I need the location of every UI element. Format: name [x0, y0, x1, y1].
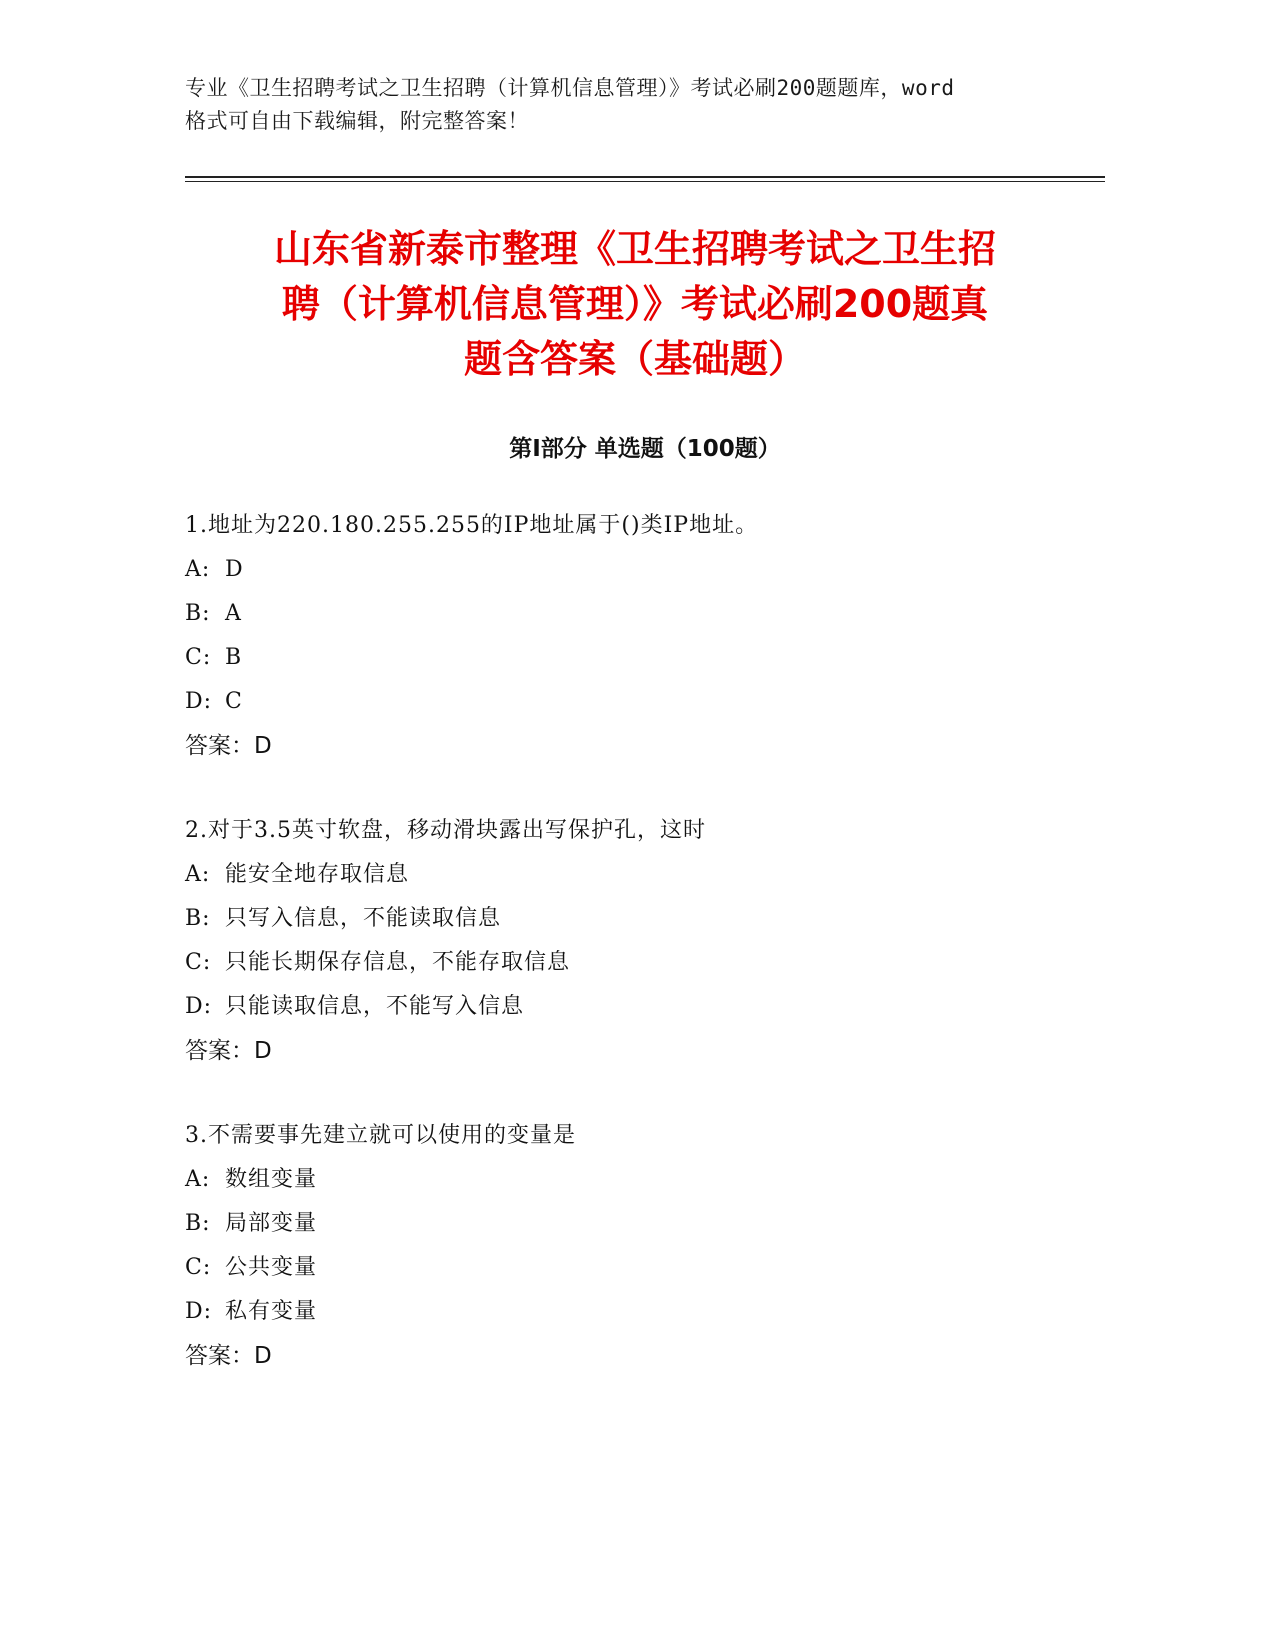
- option-b: [185, 1202, 1085, 1246]
- option-b: [185, 897, 1085, 941]
- option-text: 只能长期保存信息，不能存取信息: [225, 950, 571, 975]
- option-key: A:: [185, 1167, 211, 1192]
- option-key: B:: [185, 1211, 211, 1236]
- title-line-3: 题含答案（基础题）: [463, 337, 806, 381]
- option-key: D:: [185, 1299, 213, 1324]
- option-a: [185, 853, 1085, 897]
- option-key: B:: [185, 906, 211, 931]
- question-1: [185, 504, 1085, 768]
- intro-line-2: 格式可自由下载编辑，附完整答案！: [185, 109, 529, 133]
- option-text: B: [225, 645, 243, 670]
- option-key: C:: [185, 1255, 212, 1280]
- option-text: 能安全地存取信息: [225, 862, 410, 887]
- option-key: C:: [185, 950, 212, 975]
- option-a: [185, 548, 1085, 592]
- title-line-2: 聘（计算机信息管理）》考试必刷200题真: [281, 282, 989, 326]
- option-key: A:: [185, 862, 211, 887]
- question-stem: 1.地址为220.180.255.255的IP地址属于()类IP地址。: [185, 513, 759, 538]
- option-text: 公共变量: [225, 1255, 318, 1280]
- option-text: A: [225, 601, 242, 626]
- option-text: D: [225, 557, 244, 582]
- option-d: [185, 1290, 1085, 1334]
- option-b: [185, 592, 1085, 636]
- section-heading: 第Ⅰ部分 单选题（100题）: [509, 436, 781, 462]
- option-key: B:: [185, 601, 211, 626]
- question-3: [185, 1114, 1085, 1378]
- document-title: [170, 222, 1100, 387]
- answer-line: 答案：D: [185, 1038, 272, 1064]
- answer-line: 答案：D: [185, 1343, 272, 1369]
- option-key: A:: [185, 557, 211, 582]
- question-stem: 3.不需要事先建立就可以使用的变量是: [185, 1123, 576, 1148]
- option-c: [185, 1246, 1085, 1290]
- document-intro: [185, 72, 1105, 138]
- option-text: 数组变量: [225, 1167, 318, 1192]
- header-rule-thin: [185, 181, 1105, 182]
- option-text: 私有变量: [225, 1299, 318, 1324]
- option-key: D:: [185, 994, 213, 1019]
- option-c: [185, 636, 1085, 680]
- option-key: D:: [185, 689, 213, 714]
- option-text: 只能读取信息，不能写入信息: [225, 994, 525, 1019]
- question-stem: 2.对于3.5英寸软盘，移动滑块露出写保护孔，这时: [185, 818, 706, 843]
- option-d: [185, 680, 1085, 724]
- option-d: [185, 985, 1085, 1029]
- question-2: [185, 809, 1085, 1073]
- title-line-1: 山东省新泰市整理《卫生招聘考试之卫生招: [273, 227, 996, 271]
- option-key: C:: [185, 645, 212, 670]
- option-text: C: [225, 689, 243, 714]
- option-text: 局部变量: [225, 1211, 318, 1236]
- option-a: [185, 1158, 1085, 1202]
- intro-line-1: 专业《卫生招聘考试之卫生招聘（计算机信息管理）》考试必刷200题题库，word: [185, 76, 955, 100]
- option-text: 只写入信息，不能读取信息: [225, 906, 502, 931]
- option-c: [185, 941, 1085, 985]
- answer-line: 答案：D: [185, 733, 272, 759]
- header-rule-thick: [185, 176, 1105, 178]
